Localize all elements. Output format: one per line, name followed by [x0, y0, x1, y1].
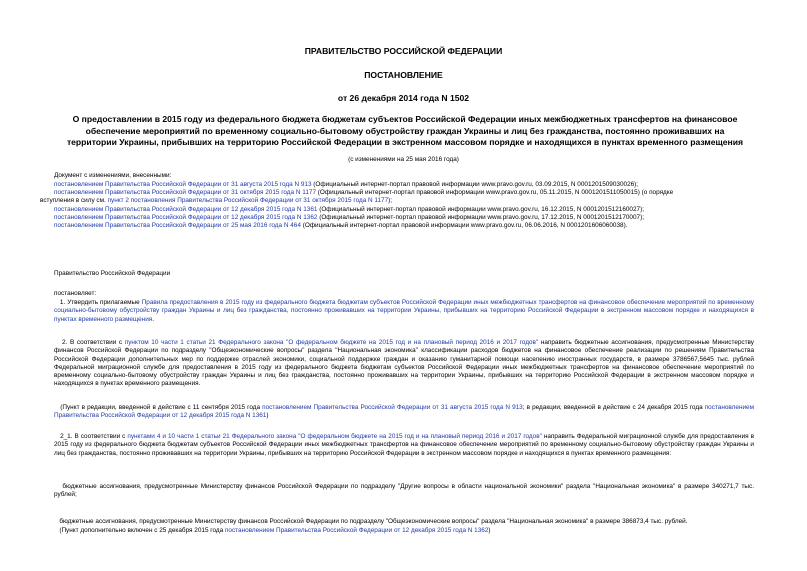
p2-note-end: ) [266, 412, 269, 420]
p1-text: 1. Утвердить прилагаемые [59, 299, 142, 306]
decides-label: постановляет: [54, 290, 97, 297]
rules-link[interactable]: Правила предоставления в 2015 году из федерального бюджета бюджетам субъектов Российской Федерации иных межбюджетных трансфертов на финансовое обеспечение мероприятий по временному социально-бытовому обустройству граждан Украины и лиц без гражданства, постоянно проживавших на территории Украины, прибывших на территорию Российской Федерации в экстренном массовом порядке и находящихся в пунктах временного размещения [54, 299, 754, 323]
p21-note-end: ) [488, 527, 491, 534]
paragraph-2 [54, 339, 754, 389]
change-link-1177[interactable]: постановлением Правительства Российской Федерации от 31 октября 2015 года N 1177 [54, 189, 316, 197]
p2-note-mid: ; в редакции, введенной в действие с 24 декабря 2015 года [522, 404, 705, 411]
p21a-text: бюджетные ассигнования, предусмотренные Министерству финансов Российской Федерации по подразделу "Другие вопросы в области национальной экономики" раздела "Национальная экономика" в размере 340271,7 тыс. рублей; [54, 483, 754, 499]
date-number-heading: от 26 декабря 2014 года N 1502 [337, 93, 470, 103]
government-label: Правительство Российской Федерации [54, 270, 171, 277]
government-heading: ПРАВИТЕЛЬСТВО РОССИЙСКОЙ ФЕДЕРАЦИИ [304, 46, 503, 56]
p2-note-link-913[interactable]: постановлением Правительства Российской Федерации от 31 августа 2015 года N 913 [262, 404, 523, 411]
revision-note: (с изменениями на 25 мая 2016 года) [348, 156, 459, 163]
change-link-464[interactable]: постановлением Правительства Российской Федерации от 25 мая 2016 года N 464 [54, 222, 301, 230]
changes-item [54, 222, 764, 230]
change-link-1361[interactable]: постановлением Правительства Российской Федерации от 12 декабря 2015 года N 1361 [54, 205, 318, 213]
p2-text: 2. В соответствии с [62, 339, 125, 346]
p21b-text: бюджетные ассигнования, предусмотренные Министерству финансов Российской Федерации по подразделу "Общеэкономические вопросы" раздела "Национальная экономика" в размере 386873,4 тыс. рублей. [59, 518, 688, 525]
change-source: ); [388, 197, 393, 205]
paragraph-2-1-b [54, 518, 754, 526]
federal-law-link-2[interactable]: пунктами 4 и 10 части 1 статьи 21 Федерального закона "О федеральном бюджете на 2015 год и на плановый период 2016 и 2017 годов" [127, 433, 542, 440]
changes-item [54, 214, 764, 222]
change-source: (Официальный интернет-портал правовой информации www.pravo.gov.ru, 03.09.2015, N 0001201509030026); [311, 181, 639, 188]
document-title: О предоставлении в 2015 году из федерального бюджета бюджетам субъектов Российской Федерации иных межбюджетных трансфертов на финансовое обеспечение мероприятий по временному социально-бытовому обустройству граждан Украины и лиц без гражданства, постоянно проживавших на территории Украины, прибывших на территорию Российской Федерации в экстренном массовом порядке и находящихся в пунктах временного размещения [66, 114, 744, 148]
change-source: (Официальный интернет-портал правовой информации www.pravo.gov.ru, 17.12.2015, N 0001201512170007); [317, 213, 645, 221]
change-source: (Официальный интернет-портал правовой информации www.pravo.gov.ru, 05.11.2015, N 0001201511050015) (о порядке [316, 189, 674, 197]
change-source: (Официальный интернет-портал правовой информации www.pravo.gov.ru, 06.06.2016, N 0001201606060038). [300, 222, 628, 230]
changes-item [54, 181, 764, 189]
p21-note-text: (Пункт дополнительно включен с 25 декабря 2015 года [59, 527, 225, 534]
paragraph-1 [54, 299, 754, 324]
paragraph-2-1-a [54, 483, 754, 500]
change-source: (Официальный интернет-портал правовой информации www.pravo.gov.ru, 16.12.2015, N 0001201512160027); [317, 205, 645, 213]
p21-body: направить Федеральной миграционной службе для предоставления в 2015 году из федерального бюджета бюджетам субъектов Российской Федерации иных межбюджетных трансфертов на финансовое обеспечение мероприятий по временному социально-бытовому обустройству граждан Украины и лиц без гражданства, постоянно проживавших на территории Украины, прибывших на территорию Российской Федерации в экстренном массовом порядке и находящихся в пунктах временного размещения: [54, 433, 755, 457]
p21-text: 2_1. В соответствии с [60, 433, 128, 440]
change-link-1362[interactable]: постановлением Правительства Российской Федерации от 12 декабря 2015 года N 1362 [54, 213, 318, 221]
change-link-913[interactable]: постановлением Правительства Российской Федерации от 31 августа 2015 года N 913 [54, 181, 312, 188]
p2-note-text: (Пункт в редакции, введенной в действие с 11 сентября 2015 года [60, 404, 263, 411]
changes-list [40, 181, 764, 230]
changes-intro: Документ с изменениями, внесенными: [54, 172, 172, 179]
paragraph-2-note [54, 404, 754, 421]
paragraph-2-1-note [54, 527, 754, 535]
p2-body: направить бюджетные ассигнования, предусмотренные Министерству финансов Российской Федерации по подразделу "Общеэкономические вопросы" раздела "Национальная экономика" классификации расходов бюджетов на финансовое обеспечение реализации по решениям Правительства Российской Федерации дополнительных мер по поддержке отраслей экономики, социальной поддержке граждан и оказанию гуманитарной помощи населению иностранных государств, в размере 3786567,5645 тыс. рублей Федеральной миграционной службе для предоставления в 2015 году из федерального бюджета бюджетам субъектов Российской Федерации иных межбюджетных трансфертов на финансовое обеспечение мероприятий по временному социально-бытовому обустройству граждан Украины и лиц без гражданства, постоянно проживавших на территории Украины, прибывших на территорию Российской Федерации в экстренном массовом порядке и находящихся в пунктах временного размещения. [54, 339, 754, 388]
federal-law-link[interactable]: пунктом 10 части 1 статьи 21 Федерального закона "О федеральном бюджете на 2015 год и на плановый период 2016 и 2017 годов" [124, 339, 539, 346]
paragraph-2-1 [54, 433, 754, 458]
change-link-1177-p2[interactable]: пункт 2 постановления Правительства Российской Федерации от 31 октября 2015 года N 1177 [107, 197, 389, 205]
p1-end: . [152, 315, 155, 323]
doc-type-heading: ПОСТАНОВЛЕНИЕ [364, 70, 443, 80]
p21-note-link-1362[interactable]: постановлением Правительства Российской Федерации от 12 декабря 2015 года N 1362 [224, 527, 489, 534]
change-prefix: вступления в силу см. [40, 197, 108, 205]
changes-item [54, 206, 764, 214]
p2-note-link-1361[interactable]: постановлением Правительства Российской Федерации от 12 декабря 2015 года N 1361 [54, 404, 754, 420]
changes-item [40, 197, 764, 205]
